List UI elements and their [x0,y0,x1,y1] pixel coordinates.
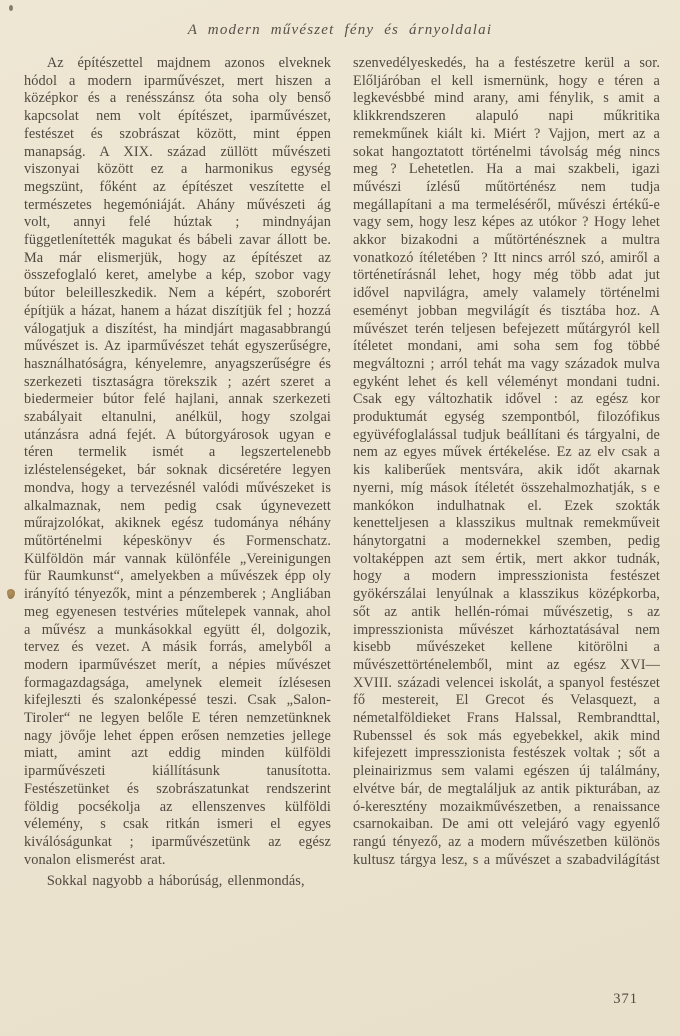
scan-speck-artifact [9,5,13,11]
left-column [24,55,331,891]
paragraph: Az építészettel majdnem azonos elveknek hódol a modern iparművészet, mert hiszen a középkor és a renésszánsz óta soha oly benső kapcsolat nem volt építészet, iparművészet, festészet és szobrászat között, mint éppen manapság. A XIX. század züllött művészeti viszonyai között ez a harmonikus egység megszünt, főként az építészet veszítette el természetes hegemóniáját. Ahány művészeti ág volt, annyi felé húztak ; mindnyájan függetlenítették magukat és bábeli zavar állott be. Ma már elismerjük, hogy az építészet az összefoglaló keret, amelybe a kép, szobor vagy bútor beleilleszkedik. Nem a képért, szoborért építjük a házat, hanem a házat diszítjük fel ; hozzá válogatjuk a diszítést, ha mindjárt magasabbrangú művészet is. Az iparművészet tehát egyszerűségre, használhatóságra, kényelemre, anyagszerűségre és szerkezeti tisztaságra törekszik ; azért szeret a biedermeier bútor felé hajlani, annak szerkezeti szabályait eltanulni, anélkül, hogy szolgai utánzásra adná fejét. A bútorgyárosok ugyan e téren termelik ismét a legszertelenebb izléstelenségeket, bár soknak dicséretére legyen mondva, hogy a tervezésnél valódi művészeket is alkalmaznak, nem pedig csak úgynevezett műrajzolókat, akiknek egész tudománya néhány műtörténelmi képeskönyv és Formenschatz. Külföldön már vannak különféle „Vereinigungen für Raumkunst“, amelyekben a művészek épp oly irányító tényezők, mint a pénzemberek ; Angliában meg egyenesen testvéries műtelepek vannak, ahol a művész a munkásokkal együtt él, dolgozik, tervez és vezet. A másik forrás, amelyből a modern iparművészet merít, a népies művészet formagazdagsága, amelynek elemeit ízlésesen kifejleszti és szalonképessé teszi. Csak „Salon-Tiroler“ ne legyen belőle E téren nemzetünknek nagy jövője lehet éppen erősen nemzeties jellege miatt, amint azt eddig minden külföldi iparművészeti kiállításunk tanusította. Festészetünket és szobrászatunkat rendszerint földig pocsékolja az ellenszenves külföldi vélemény, s csak ritkán ismeri el egyes kiválóságunkat ; iparművészetünk az egész vonalon elismerést arat. [24,55,331,868]
running-header: A modern művészet fény és árnyoldalai [187,22,493,38]
text-columns [0,42,680,891]
paragraph: Sokkal nagyobb a háborúság, ellenmondás, [46,873,305,890]
paragraph: szenvedélyeskedés, ha a festészetre kerül a sor. Előljáróban el kell ismernünk, hogy e téren a legkevésbbé mind arany, ami fénylik, s amit a klikkrendszeren alapuló napi műkritika remekműnek kiált ki. Miért ? Vajjon, mert az a sokat hangoztatott történelmi távolság még nincs meg ? Lehetetlen. Ha a mai szakbeli, igazi művészi ízlésű műtörténész nem tudja megállapítani a ma termeléséről, művészi értékű-e vagy sem, hogy lesz képes az utókor ? Hogy lehet akkor bizakodni a műtörténésznek a multra vonatkozó ítéletében ? Itt nincs arról szó, amiről a történetírásnál lehet, hogy még több adat jut idővel napvilágra, amely valamely történelmi eseményt jobban megvilágít és tisztába hoz. A művészet terén teljesen befejezett műtárgyról kell ítéletet mondani, ami soha sem fog többé megváltozni ; arról tehát ma vagy századok mulva egyként lehet és kell véleményt mondani tudni. Csak egy változhatik idővel : az egész kor produktumát egység szempontból, filozófikus együvéfoglalással tudjuk beállítani és tárgyalni, de nem az egyes művek értékelése. Ez az elv csak a kis kaliberűek mentsvára, akik időt akarnak nyerni, míg mások ítéletét összehalmozhatják, s e mankókon indulhatnak el. Ezek szokták kenetteljesen a klasszikus multnak remekműveit hánytorgatni a modernekkel szemben, pedig voltaképpen azt sem értik, mert akkor tudnák, hogy a modern impresszionista festészet gyökérszálai lenyúlnak a klasszikus középkorba, sőt az antik hellén-római művészetig, s az impresszionista művészet kárhoztatásával nem kisebb művészeket kellene kitörölni a művészettörténelemből, mint az egész XVI—XVIII. századi velencei iskolát, a spanyol festészet fő mestereit, El Grecot és Velasquezt, a németalföldieket Frans Halssal, Rembrandttal, Rubenssel és sok más egyebekkel, akik mind kifejezett impresszionista festészek voltak ; sőt a pleinairizmus sem valami egészen új találmány, elvétve bár, de megtaláljuk az antik pikturában, az ó-keresztény mozaikművészetben, a renaissance csarnokaiban. De ami ott velejáró vagy egyenlő rangú tényező, az a modern művészetben különös kultusz tárgya lesz, s a művészet a szabadvilágítást [353,55,660,868]
right-column [353,55,660,891]
page-number: 371 [613,991,638,1007]
